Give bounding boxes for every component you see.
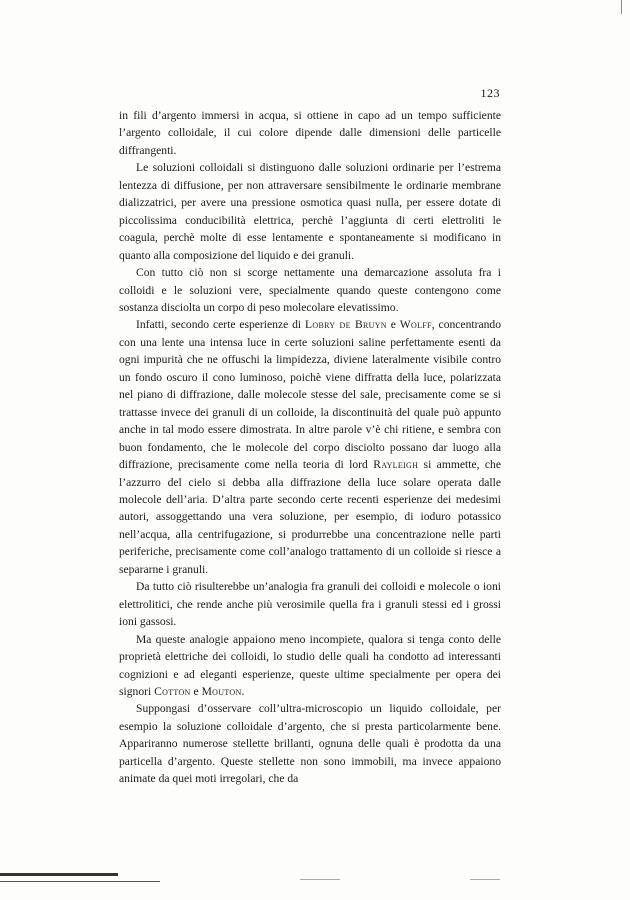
author-lobry-de-bruyn: Lobry de Bruyn	[305, 318, 387, 332]
paragraph-3: Con tutto ciò non si scorge nettamente una demarcazione assoluta fra i colloidi e le soluzioni vere, specialmente quando queste contengono come sostanza disciolta un corpo di peso molecolare elevatissimo.	[119, 266, 501, 314]
paragraph-6-text-end: .	[241, 684, 245, 698]
author-wolff: Wolff	[399, 318, 432, 332]
scan-artifact-line	[0, 881, 160, 882]
scan-artifact-bar	[0, 873, 118, 876]
paragraph-6-text: Ma queste analogie appaiono meno incompiete, qualora si tenga conto delle proprietà elettriche dei colloidi, lo studio delle quali ha condotto ad interessanti cognizioni e ad eleganti esperienze, queste ultime specialmente per opera dei signori	[119, 632, 501, 698]
scan-edge-mark	[621, 0, 622, 14]
page-number: 123	[480, 86, 500, 100]
conjunction: e	[190, 684, 202, 698]
paragraph-7: Suppongasi d’osservare coll’ultra-microscopio un liquido colloidale, per esempio la soluzione colloidale d’argento, che si presta particolarmente bene. Appariranno numerose stellette brillanti, ognuna delle quali è prodotta da una particella d’argento. Queste stellette non sono immobili, ma invece appaiono animate da quei moti irregolari, che da	[119, 702, 501, 786]
body-text	[119, 107, 501, 788]
conjunction: e	[386, 318, 400, 332]
paragraph-4	[119, 316, 501, 578]
scan-artifact-speck	[470, 879, 500, 880]
author-cotton: Cotton	[154, 684, 191, 698]
paragraph-4-text-cont: , concentrando con una lente una intensa luce in certe soluzioni saline perfettamente esenti da ogni impurità che ne offuschi la limpidezza, diviene lateralmente visibile contro un fondo oscuro il cono luminoso, poichè viene diffratta della luce, polarizzata nel piano di diffrazione, dalle molecole stesse del sale, precisamente come se si trattasse invece dei granuli di un colloide, la discontinuità del quale può appunto anche in tal modo essere dimostrata. In altre parole v’è chi ritiene, e sembra con buon fondamento, che le molecole del corpo disciolto possano dar luogo alla diffrazione, precisamente come nella teoria di lord	[119, 318, 501, 472]
paragraph-4-text-end: si ammette, che l’azzurro del cielo si debba alla diffrazione della luce solare operata dalle molecole dell’aria. D’altra parte secondo certe recenti esperienze dei medesimi autori, assoggettando una vera soluzione, per esempio, di ioduro potassico nell’acqua, alla centrifugazione, si produrrebbe una concentrazione nelle parti periferiche, precisamente come coll’analogo trattamento di un colloide si riesce a separarne i granuli.	[119, 458, 501, 576]
paragraph-1: in fili d’argento immersi in acqua, si ottiene in capo ad un tempo sufficiente l’argento colloidale, il cui colore dipende dalle dimensioni delle particelle diffrangenti.	[119, 109, 501, 157]
paragraph-5: Da tutto ciò risulterebbe un’analogia fra granuli dei colloidi e molecole o ioni elettrolitici, che rende anche più verosimile quella fra i granuli stessi ed i grossi ioni gassosi.	[119, 580, 501, 629]
author-mouton: Mouton	[201, 684, 242, 698]
paragraph-4-text: Infatti, secondo certe esperienze di	[136, 318, 305, 332]
paragraph-2: Le soluzioni colloidali si distinguono dalle soluzioni ordinarie per l’estrema lentezza di diffusione, per non attraversare sensibilmente le ordinarie membrane dializzatrici, per avere una pressione osmotica quasi nulla, per essere dotate di piccolissima conducibilità elettrica, perchè l’aggiunta di certi elettroliti le coagula, perchè molte di esse lentamente e spontaneamente si modificano in quanto alla composizione del liquido e dei granuli.	[119, 161, 501, 262]
author-rayleigh: Rayleigh	[373, 458, 419, 472]
scan-artifact-speck	[300, 879, 340, 880]
paragraph-6	[119, 631, 501, 701]
